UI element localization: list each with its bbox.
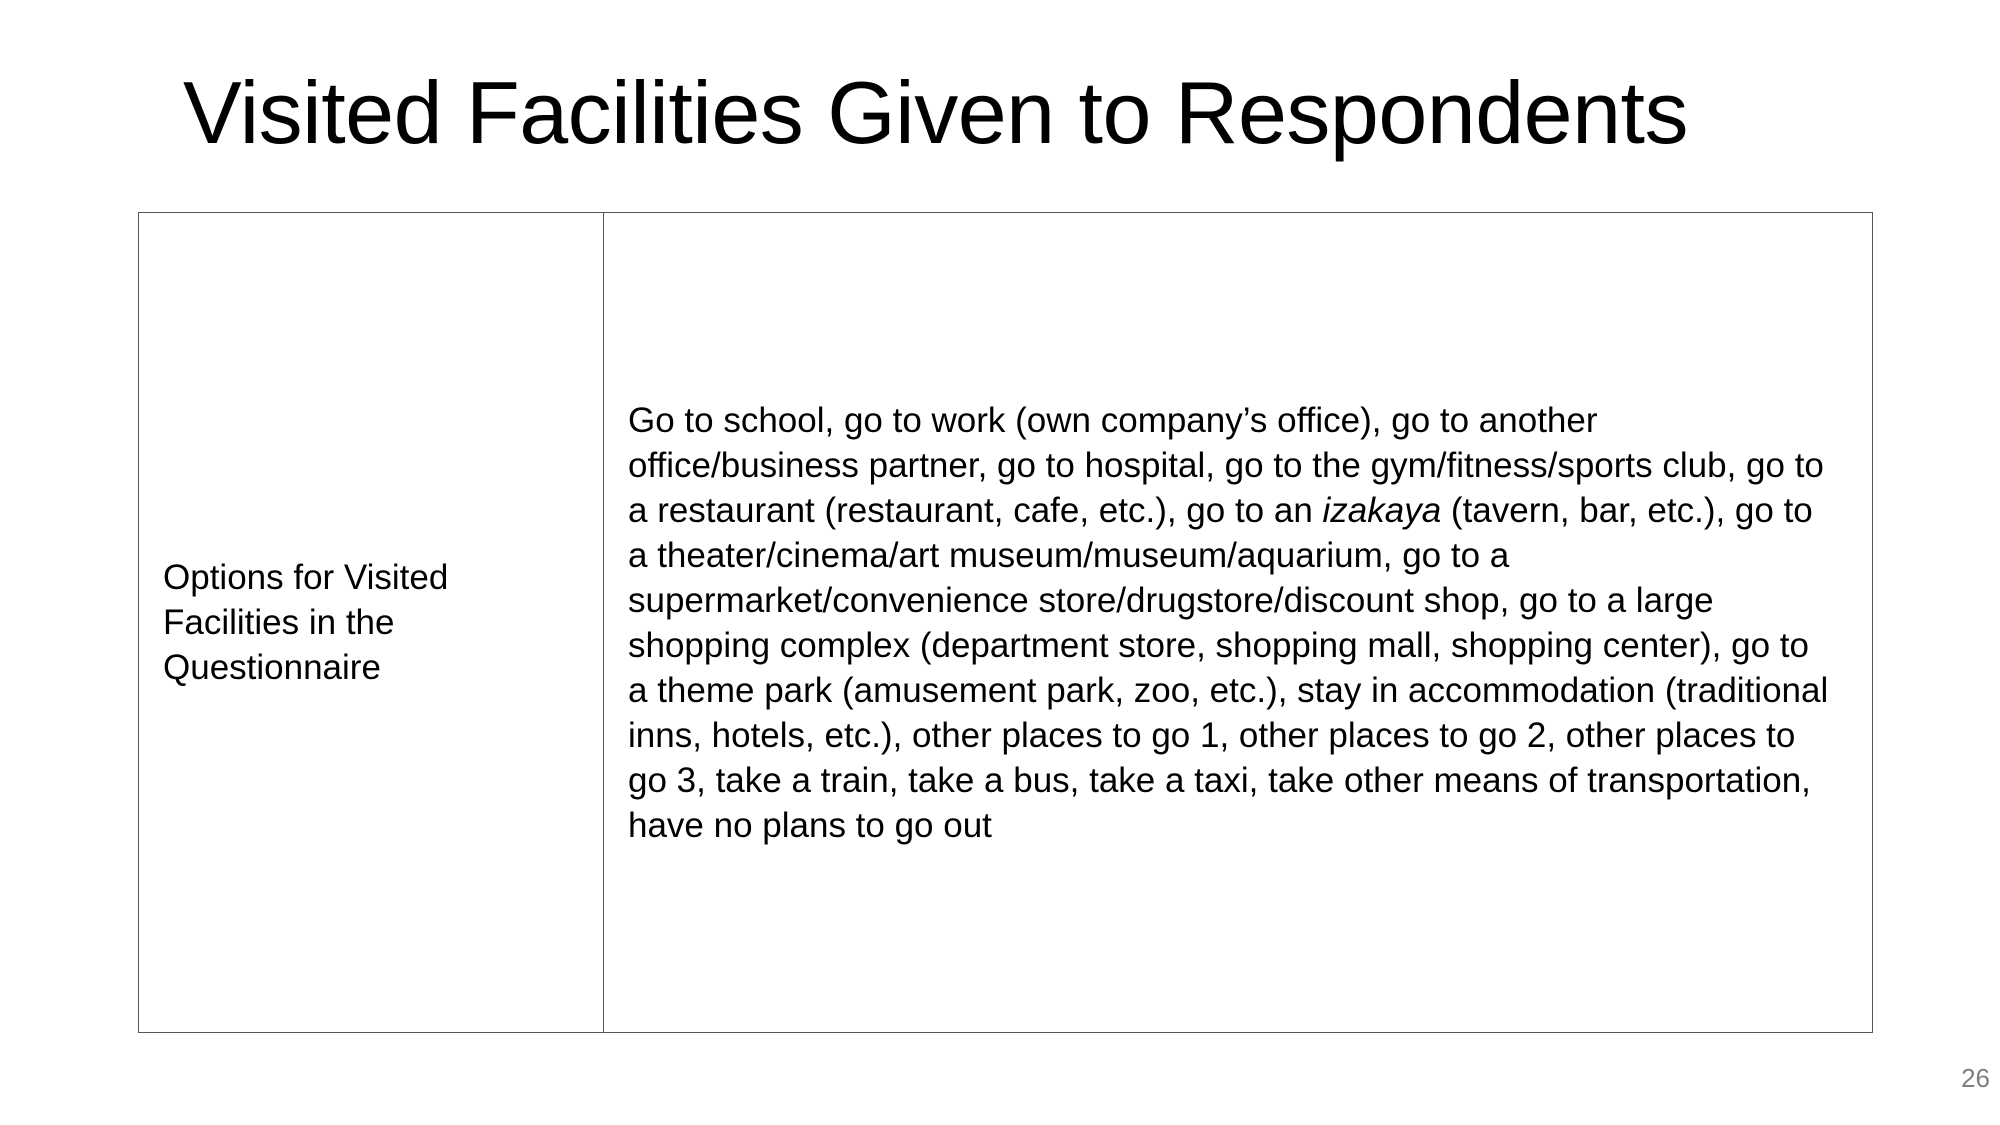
label-cell bbox=[139, 213, 604, 1033]
options-text-part-2: (tavern, bar, etc.), go to a theater/cinema/art museum/museum/aquarium, go to a supermarket/convenience store/drugstore/discount shop, go to a large shopping complex (department store, shopping mall, shopping center), go to a theme park (amusement park, zoo, etc.), stay in accommodation (traditional inns, hotels, etc.), other places to go 1, other places to go 2, other places to go 3, take a train, take a bus, take a taxi, take other means of transportation, have no plans to go out bbox=[628, 490, 1829, 845]
label-text: Options for Visited Facilities in the Questionnaire bbox=[163, 558, 449, 687]
facilities-table bbox=[138, 212, 1873, 1033]
page-number: 26 bbox=[1961, 1063, 1990, 1093]
table-row bbox=[139, 213, 1873, 1033]
options-list-text bbox=[604, 398, 1872, 848]
content-cell bbox=[604, 213, 1873, 1033]
options-text-italic: izakaya bbox=[1322, 490, 1442, 530]
slide-title: Visited Facilities Given to Respondents bbox=[183, 63, 1688, 162]
options-text-part-1: Go to school, go to work (own company’s office), go to another office/business partner, go to hospital, go to the gym/fitness/sports club, go to a restaurant (restaurant, cafe, etc.), go to an bbox=[628, 400, 1824, 530]
